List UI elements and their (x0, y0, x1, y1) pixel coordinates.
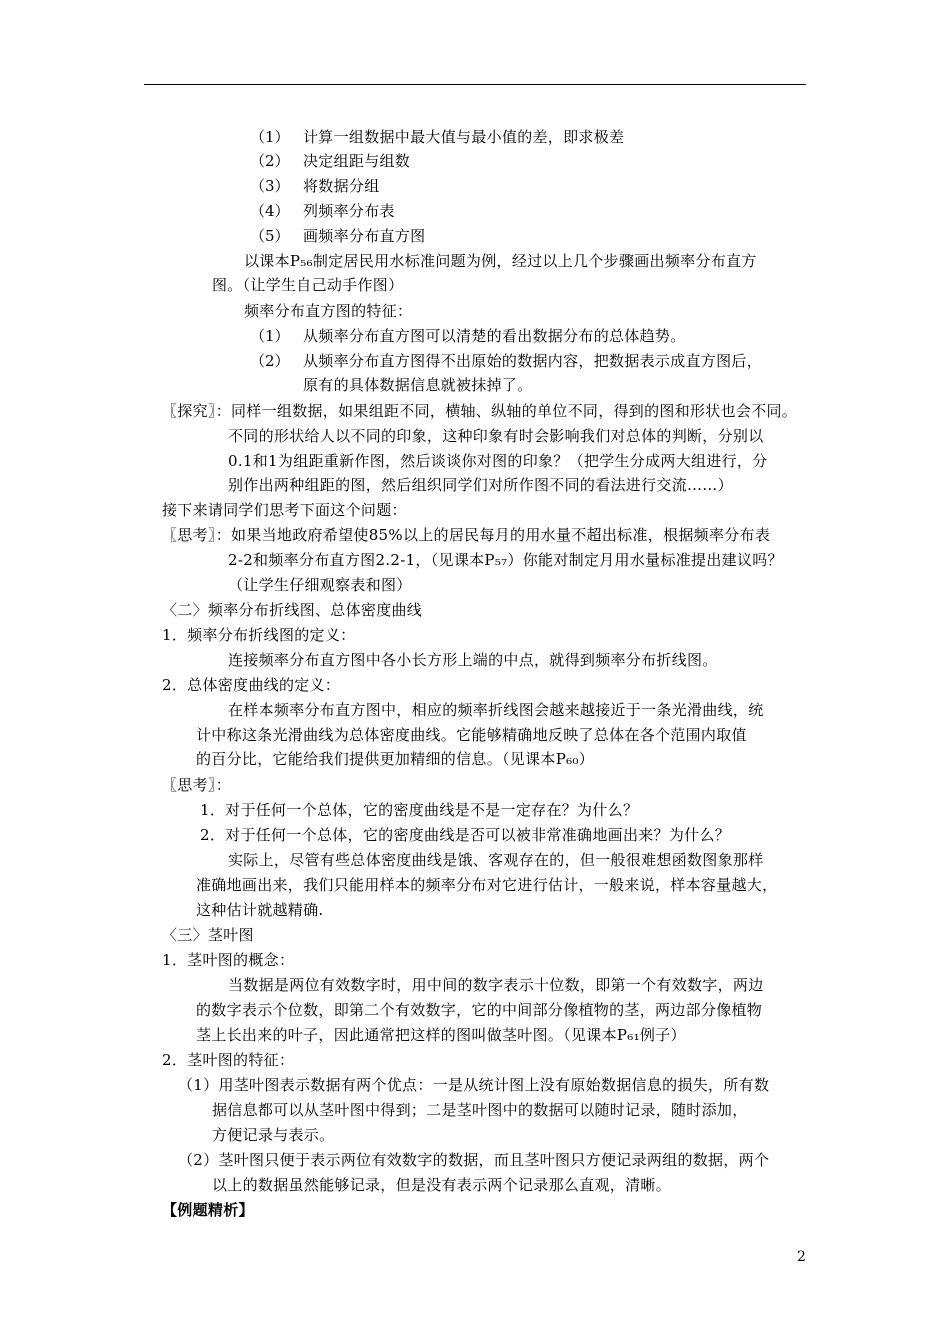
example-line: 图。（让学生自己动手作图） (212, 276, 404, 294)
feature-line: （2）茎叶图只便于表示两位有效数字的数据，而且茎叶图只方便记录两组的数据，两个 (178, 1151, 770, 1169)
item-body: 茎上长出来的叶子，因此通常把这样的图叫做茎叶图。（见课本P₆₁例子） (196, 1026, 686, 1044)
think-line: （让学生仔细观察表和图） (228, 576, 412, 594)
think-body: 准确地画出来，我们只能用样本的频率分布对它进行估计，一般来说，样本容量越大， (196, 876, 778, 894)
next-question: 接下来请同学们思考下面这个问题： (162, 501, 407, 519)
think-line: 〖思考〗：如果当地政府希望使85%以上的居民每月的用水量不超出标准，根据频率分布表 (162, 526, 771, 544)
step-text: 决定组距与组数 (303, 152, 411, 170)
item-body: 当数据是两位有效数字时，用中间的数字表示十位数，即第一个有效数字，两边 (228, 976, 764, 994)
explore-line: 〖探究〗：同样一组数据，如果组距不同，横轴、纵轴的单位不同，得到的图和形状也会不同。 (162, 402, 798, 420)
think-body: 实际上，尽管有些总体密度曲线是饿、客观存在的，但一般很难想函数图象那样 (228, 851, 764, 869)
step-number: （4） (250, 202, 290, 220)
item-body: 在样本频率分布直方图中，相应的频率折线图会越来越接近于一条光滑曲线，统 (228, 701, 764, 719)
item-body: 连接频率分布直方图中各小长方形上端的中点，就得到频率分布折线图。 (228, 651, 718, 669)
feature-number: （2） (250, 352, 290, 370)
feature-line: （1）用茎叶图表示数据有两个优点：一是从统计图上没有原始数据信息的损失，所有数 (178, 1076, 770, 1094)
think-body: 这种估计就越精确. (196, 901, 324, 919)
step-number: （2） (250, 152, 290, 170)
explore-line: 不同的形状给人以不同的印象，这种印象有时会影响我们对总体的判断，分别以 (228, 427, 764, 445)
item-body: 计中称这条光滑曲线为总体密度曲线。它能够精确地反映了总体在各个范围内取值 (196, 726, 747, 744)
item-title: 2．总体密度曲线的定义： (162, 676, 341, 694)
item-title: 2．茎叶图的特征： (162, 1051, 295, 1069)
feature-number: （1） (250, 327, 290, 345)
item-title: 1．频率分布折线图的定义： (162, 626, 356, 644)
step-number: （1） (250, 128, 290, 146)
think-title: 〖思考〗： (162, 776, 232, 794)
feature-line: 以上的数据虽然能够记录，但是没有表示两个记录那么直观，清晰。 (212, 1176, 672, 1194)
step-text: 画频率分布直方图 (303, 227, 426, 245)
feature-line: 据信息都可以从茎叶图中得到；二是茎叶图中的数据可以随时记录，随时添加， (212, 1101, 748, 1119)
think-item: 2．对于任何一个总体，它的密度曲线是否可以被非常准确地画出来？为什么？ (200, 826, 731, 844)
step-text: 将数据分组 (303, 177, 380, 195)
feature-line: 方便记录与表示。 (212, 1126, 335, 1144)
explore-line: 别作出两种组距的图，然后组织同学们对所作图不同的看法进行交流……） (228, 476, 733, 494)
feature-text: 从频率分布直方图得不出原始的数据内容，把数据表示成直方图后， (303, 352, 763, 370)
item-body: 的数字表示个位数，即第二个有效数字，它的中间部分像植物的茎，两边部分像植物 (196, 1001, 763, 1019)
item-title: 1．茎叶图的概念： (162, 951, 295, 969)
think-item: 1．对于任何一个总体，它的密度曲线是不是一定存在？为什么？ (200, 801, 639, 819)
item-body: 的百分比，它能给我们提供更加精细的信息。（见课本P₆₀） (196, 750, 595, 768)
feature-text: 原有的具体数据信息就被抹掉了。 (303, 376, 533, 394)
step-text: 计算一组数据中最大值与最小值的差，即求极差 (303, 128, 625, 146)
features-title: 频率分布直方图的特征： (244, 302, 413, 320)
header-rule (144, 84, 806, 85)
step-number: （3） (250, 177, 290, 195)
example-heading: 【例题精析】 (162, 1201, 254, 1219)
feature-text: 从频率分布直方图可以清楚的看出数据分布的总体趋势。 (303, 327, 686, 345)
step-text: 列频率分布表 (303, 202, 395, 220)
section-title: 〈三〉茎叶图 (162, 926, 254, 944)
section-title: 〈二〉频率分布折线图、总体密度曲线 (162, 601, 423, 619)
think-line: 2-2和频率分布直方图2.2-1，（见课本P₅₇）你能对制定月用水量标准提出建议吗？ (228, 551, 783, 569)
page-number: 2 (797, 1249, 806, 1265)
example-line: 以课本P₅₆制定居民用水标准问题为例，经过以上几个步骤画出频率分布直方 (244, 252, 757, 270)
explore-line: 0.1和1为组距重新作图，然后谈谈你对图的印象？（把学生分成两大组进行，分 (228, 452, 768, 470)
step-number: （5） (250, 227, 290, 245)
